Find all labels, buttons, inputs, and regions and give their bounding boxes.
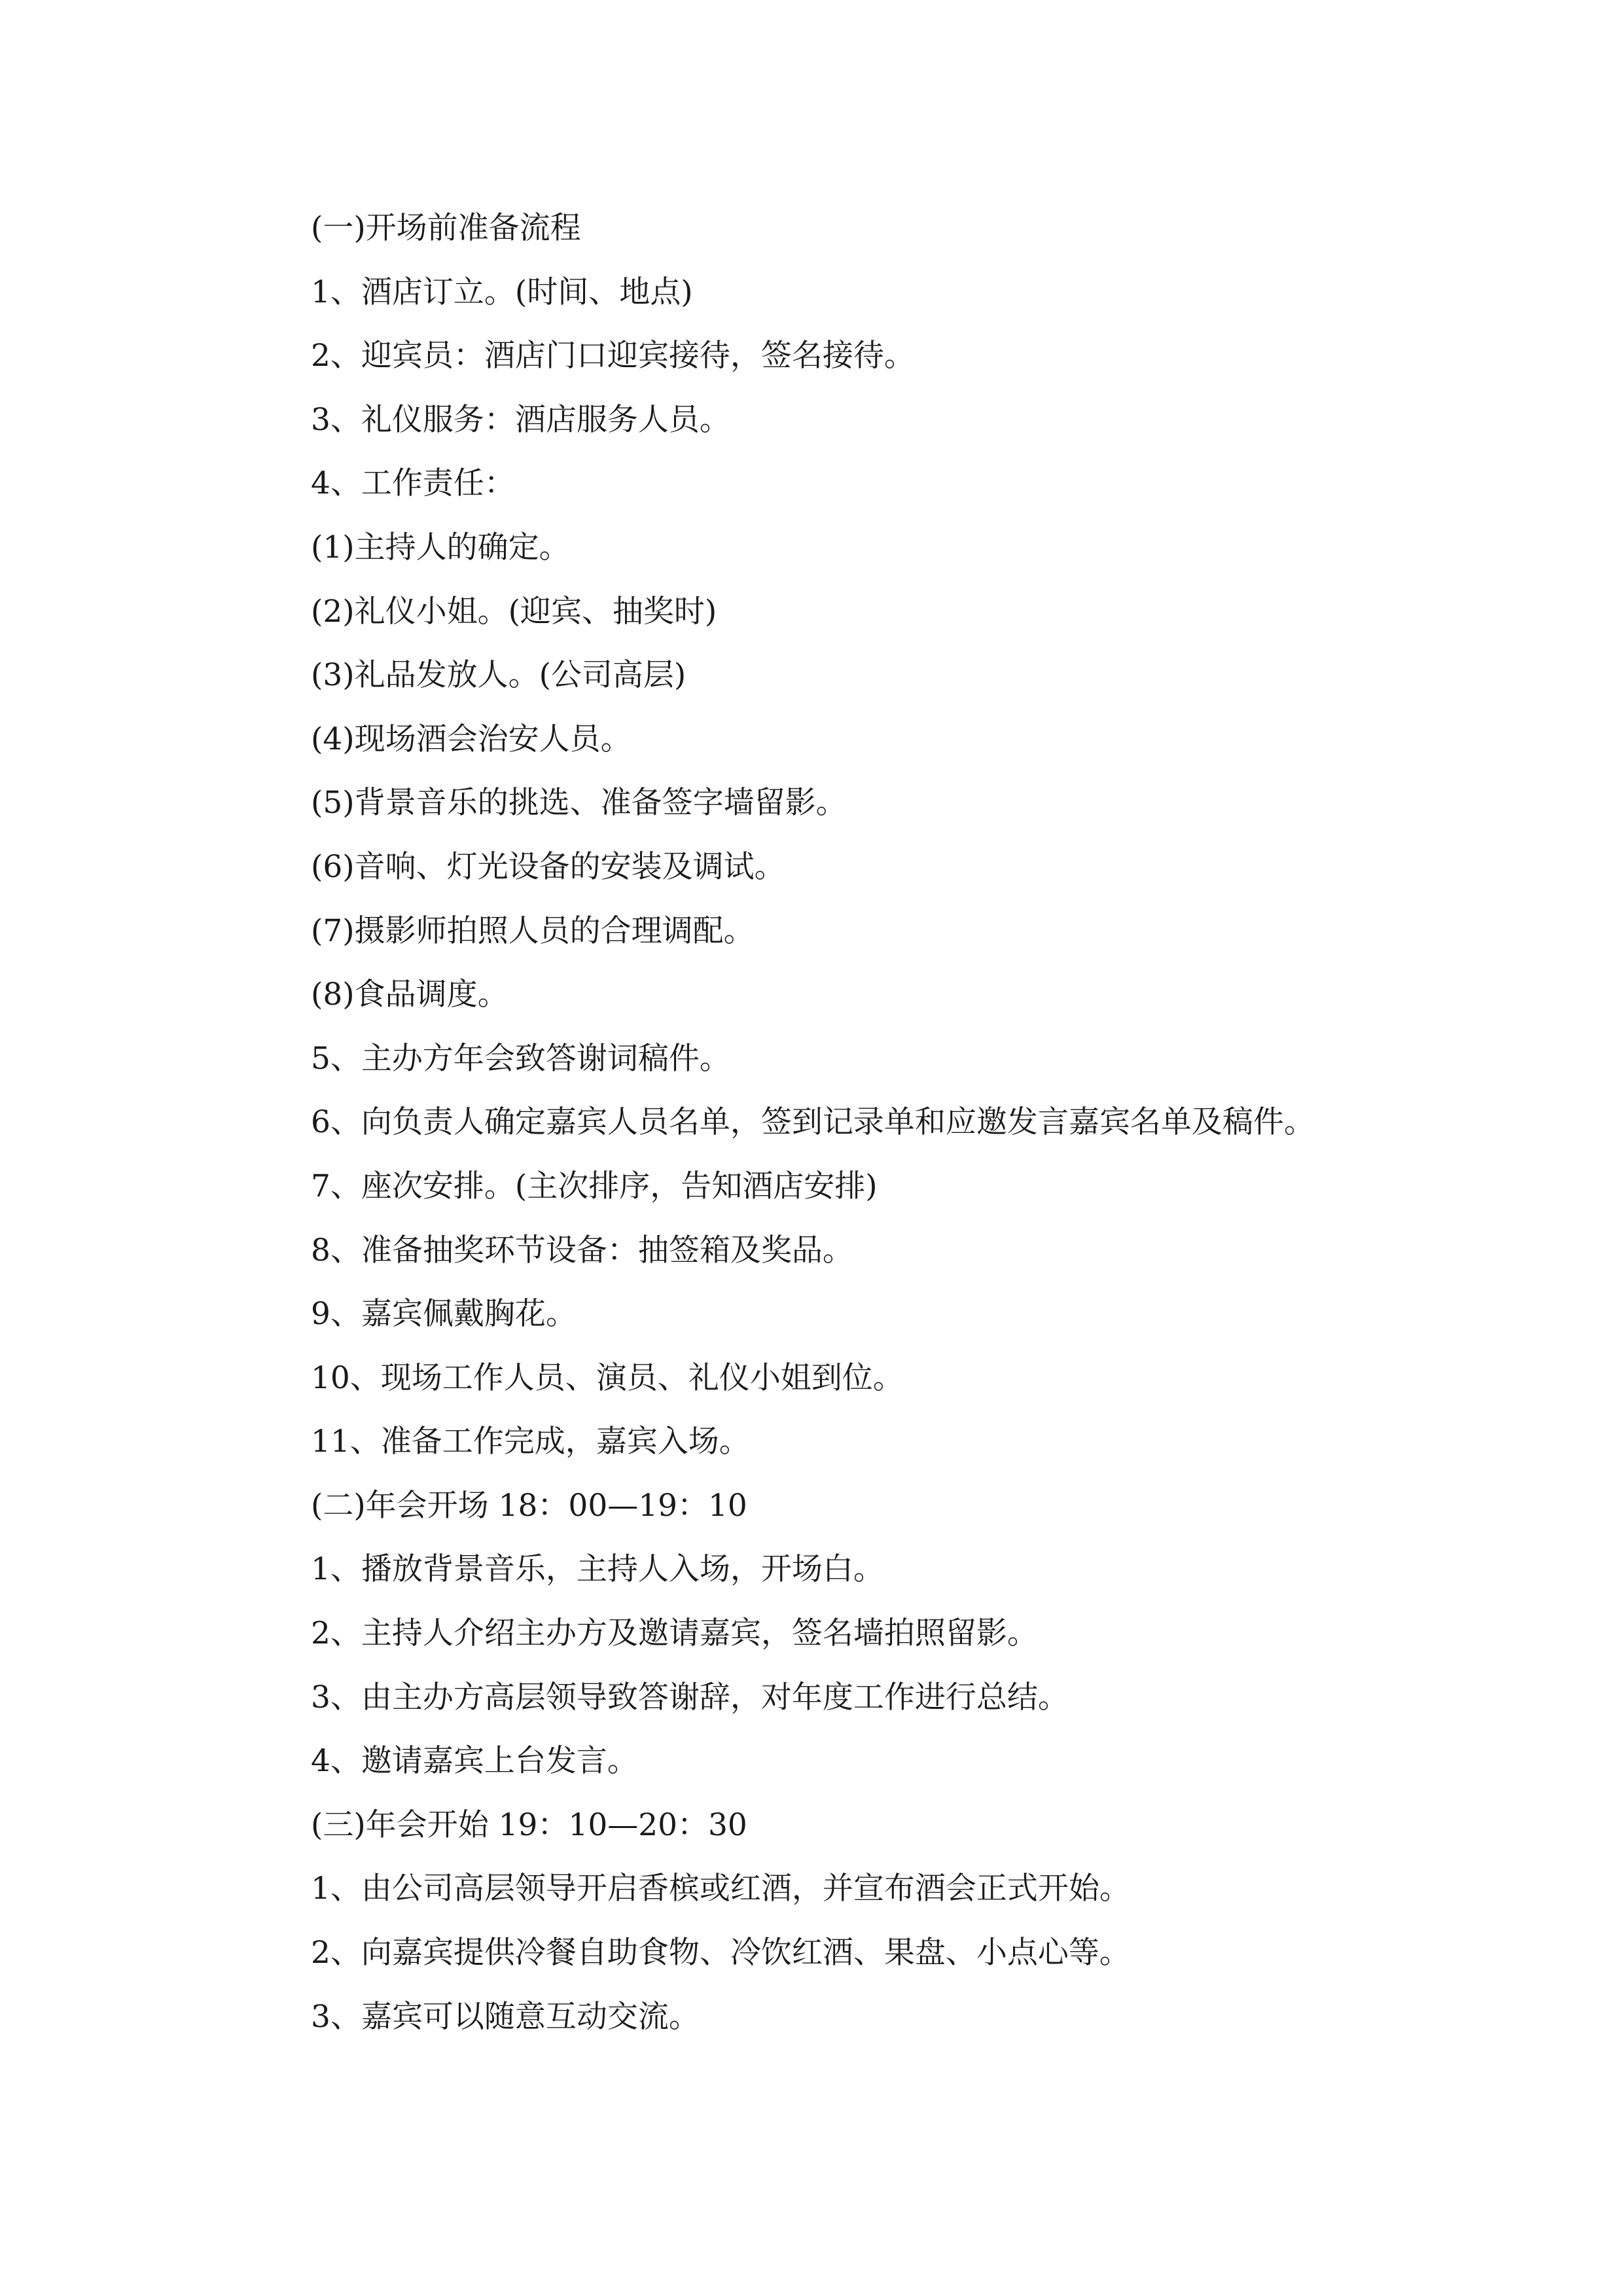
sub-list-item: (4)现场酒会治安人员。 [311,721,632,757]
list-item: 3、礼仪服务：酒店服务人员。 [311,401,730,438]
list-item: 1、酒店订立。(时间、地点) [311,274,693,310]
list-item: 4、工作责任： [311,465,515,502]
list-item: 3、嘉宾可以随意互动交流。 [311,1998,700,2035]
section-heading-opening: (二)年会开场 18：00—19：10 [311,1487,747,1524]
list-item: 11、准备工作完成，嘉宾入场。 [311,1424,750,1460]
list-item: 8、准备抽奖环节设备：抽签箱及奖品。 [311,1232,853,1268]
list-item: 7、座次安排。(主次排序，告知酒店安排) [311,1168,878,1204]
list-item: 2、主持人介绍主办方及邀请嘉宾，签名墙拍照留影。 [311,1615,1038,1652]
list-item: 5、主办方年会致答谢词稿件。 [311,1040,730,1077]
list-item: 6、向负责人确定嘉宾人员名单，签到记录单和应邀发言嘉宾名单及稿件。 [311,1104,1315,1141]
sub-list-item: (8)食品调度。 [311,977,508,1013]
list-item: 1、播放背景音乐，主持人入场，开场白。 [311,1551,884,1588]
document-body [311,196,1436,2049]
sub-list-item: (5)背景音乐的挑选、准备签字墙留影。 [311,785,847,821]
sub-list-item: (1)主持人的确定。 [311,529,570,565]
list-item: 1、由公司高层领导开启香槟或红酒，并宣布酒会正式开始。 [311,1871,1130,1907]
sub-list-item: (7)摄影师拍照人员的合理调配。 [311,912,755,949]
list-item: 2、迎宾员：酒店门口迎宾接待，签名接待。 [311,338,915,374]
list-item: 3、由主办方高层领导致答谢辞，对年度工作进行总结。 [311,1679,1069,1715]
section-heading-start: (三)年会开始 19：10—20：30 [311,1806,747,1843]
list-item: 10、现场工作人员、演员、礼仪小姐到位。 [311,1359,904,1396]
list-item: 4、邀请嘉宾上台发言。 [311,1743,638,1780]
sub-list-item: (2)礼仪小姐。(迎宾、抽奖时) [311,593,717,630]
sub-list-item: (3)礼品发放人。(公司高层) [311,657,687,694]
section-heading-preparation: (一)开场前准备流程 [311,210,581,246]
sub-list-item: (6)音响、灯光设备的安装及调试。 [311,848,785,885]
list-item: 9、嘉宾佩戴胸花。 [311,1296,577,1333]
list-item: 2、向嘉宾提供冷餐自助食物、冷饮红酒、果盘、小点心等。 [311,1935,1130,1971]
